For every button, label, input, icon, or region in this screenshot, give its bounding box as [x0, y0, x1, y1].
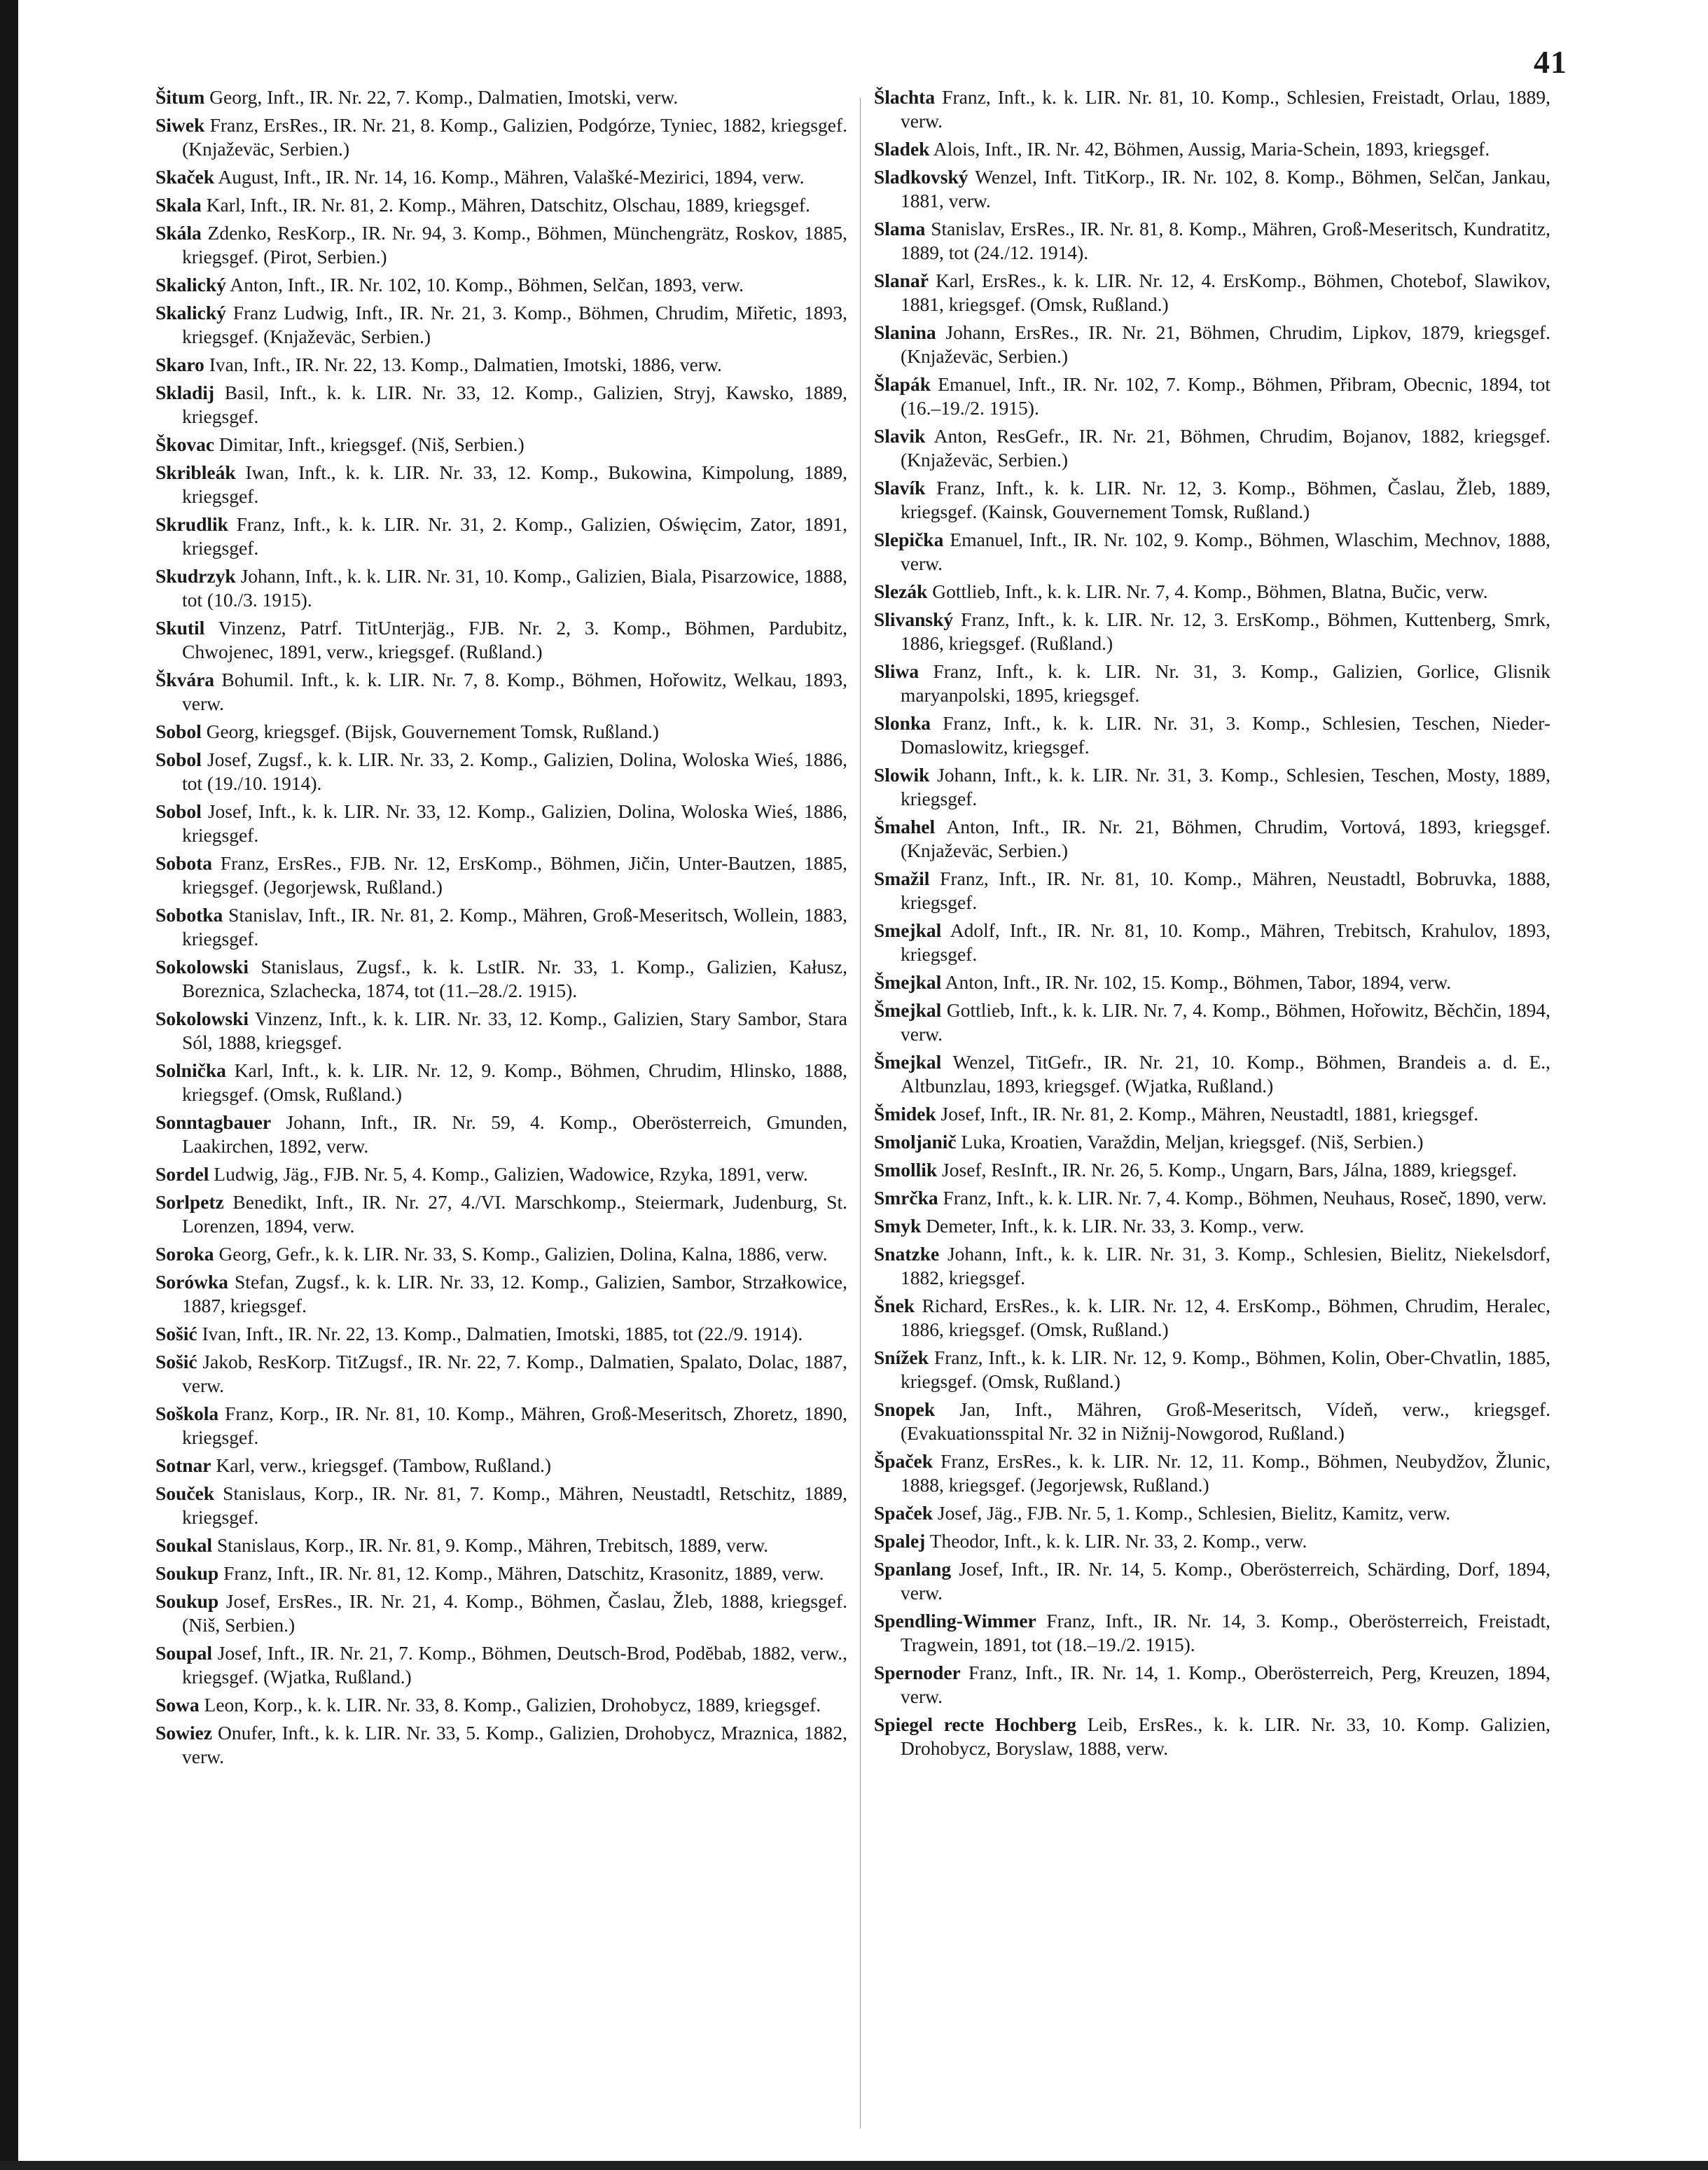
entry-surname: Solnička [155, 1059, 226, 1081]
entry-details: Franz, Inft., k. k. LIR. Nr. 81, 10. Komp., Schlesien, Freistadt, Orlau, 1889, verw. [901, 86, 1550, 132]
register-entry [155, 433, 847, 457]
entry-surname: Sobotka [155, 904, 223, 926]
right-column [874, 85, 1550, 2144]
entry-surname: Škvára [155, 669, 215, 690]
register-entry [155, 1533, 847, 1557]
entry-details: Georg, Gefr., k. k. LIR. Nr. 33, S. Komp., Galizien, Dolina, Kalna, 1886, verw. [218, 1243, 828, 1265]
entry-surname: Skalický [155, 302, 226, 324]
entry-surname: Sowa [155, 1694, 200, 1716]
entry-details: Stanislaus, Korp., IR. Nr. 81, 9. Komp., Mähren, Trebitsch, 1889, verw. [216, 1534, 769, 1556]
entry-details: Vinzenz, Patrf. TitUnterjäg., FJB. Nr. 2, 3. Komp., Böhmen, Pardubitz, Chwojenec, 1891, verw., kriegsgef. (Rußland.) [182, 617, 847, 662]
entry-surname: Sorlpetz [155, 1191, 224, 1213]
entry-surname: Šmahel [874, 816, 936, 837]
register-entry [874, 1609, 1550, 1657]
entry-surname: Sowiez [155, 1722, 212, 1744]
entry-surname: Šnek [874, 1295, 915, 1316]
entry-surname: Sladkovský [874, 166, 968, 188]
register-entry [155, 165, 847, 189]
register-entry [874, 1713, 1550, 1760]
register-entry [874, 1050, 1550, 1098]
register-entry [155, 800, 847, 847]
register-entry [874, 373, 1550, 420]
register-entry [874, 815, 1550, 863]
register-entry [155, 353, 847, 377]
register-entry [155, 1322, 847, 1346]
entry-details: Johann, Inft., k. k. LIR. Nr. 31, 3. Komp., Schlesien, Bielitz, Niekelsdorf, 1882, kriegsgef. [901, 1243, 1550, 1288]
register-entry [155, 1242, 847, 1266]
entry-surname: Sorówka [155, 1271, 228, 1293]
entry-details: Emanuel, Inft., IR. Nr. 102, 7. Komp., Böhmen, Přibram, Obecnic, 1894, tot (16.–19./2. 1915). [901, 373, 1550, 419]
register-entry [155, 748, 847, 795]
register-entry [874, 321, 1550, 368]
entry-surname: Slezák [874, 580, 928, 602]
entry-details: Josef, Inft., IR. Nr. 21, 7. Komp., Böhmen, Deutsch-Brod, Podĕbab, 1882, verw., kriegsgef. (Wjatka, Rußland.) [182, 1642, 847, 1688]
entry-surname: Soupal [155, 1642, 213, 1664]
register-entry [874, 580, 1550, 604]
register-entry [155, 273, 847, 297]
entry-details: Josef, Inft., IR. Nr. 81, 2. Komp., Mähren, Neustadtl, 1881, kriegsgef. [940, 1103, 1479, 1125]
register-entry [874, 1346, 1550, 1393]
entry-surname: Spiegel recte Hochberg [874, 1713, 1076, 1735]
register-entry [155, 461, 847, 508]
entry-details: Franz, Inft., k. k. LIR. Nr. 31, 2. Komp., Galizien, Oświęcim, Zator, 1891, kriegsgef. [182, 513, 847, 559]
entry-surname: Skaro [155, 354, 204, 375]
entry-details: Wenzel, TitGefr., IR. Nr. 21, 10. Komp., Böhmen, Brandeis a. d. E., Altbunzlau, 1893, kriegsgef. (Wjatka, Rußland.) [901, 1051, 1550, 1097]
entry-details: Alois, Inft., IR. Nr. 42, Böhmen, Aussig, Maria-Schein, 1893, kriegsgef. [933, 138, 1490, 160]
entry-surname: Slavik [874, 425, 926, 447]
register-entry [155, 113, 847, 161]
entry-surname: Skutil [155, 617, 205, 639]
entry-details: Josef, Jäg., FJB. Nr. 5, 1. Komp., Schlesien, Bielitz, Kamitz, verw. [937, 1502, 1451, 1524]
entry-details: Emanuel, Inft., IR. Nr. 102, 9. Komp., Böhmen, Wlaschim, Mechnov, 1888, verw. [901, 529, 1550, 574]
entry-surname: Soškola [155, 1403, 219, 1424]
entry-surname: Spalej [874, 1530, 926, 1552]
register-entry [874, 1294, 1550, 1342]
entry-surname: Smažil [874, 868, 930, 889]
entry-details: Josef, ResInft., IR. Nr. 26, 5. Komp., Ungarn, Bars, Jálna, 1889, kriegsgef. [942, 1159, 1518, 1181]
register-entry [155, 1454, 847, 1477]
entry-surname: Slanař [874, 270, 929, 291]
register-entry [155, 1482, 847, 1529]
column-divider [860, 98, 861, 2129]
entry-details: Vinzenz, Inft., k. k. LIR. Nr. 33, 12. Komp., Galizien, Stary Sambor, Stara Sól, 1888, kriegsgef. [182, 1008, 847, 1053]
register-entry [874, 1158, 1550, 1182]
register-entry [874, 763, 1550, 811]
register-entry [874, 1529, 1550, 1553]
entry-details: Richard, ErsRes., k. k. LIR. Nr. 12, 4. ErsKomp., Böhmen, Chrudim, Heralec, 1886, kriegsgef. (Omsk, Rußland.) [901, 1295, 1550, 1340]
entry-details: Franz, Inft., k. k. LIR. Nr. 12, 9. Komp., Böhmen, Kolin, Ober-Chvatlin, 1885, kriegsgef. (Omsk, Rußland.) [901, 1347, 1550, 1392]
entry-surname: Skrudlik [155, 513, 228, 535]
entry-details: Anton, Inft., IR. Nr. 102, 10. Komp., Böhmen, Selčan, 1893, verw. [230, 274, 744, 295]
entry-surname: Sordel [155, 1163, 209, 1185]
entry-details: Franz, Inft., k. k. LIR. Nr. 12, 3. Komp., Böhmen, Časlau, Žleb, 1889, kriegsgef. (Kainsk, Gouvernement Tomsk, Rußland.) [901, 477, 1550, 522]
entry-surname: Smejkal [874, 919, 942, 941]
register-entry [874, 1130, 1550, 1154]
entry-surname: Sonntagbauer [155, 1111, 272, 1133]
entry-details: Wenzel, Inft. TitKorp., IR. Nr. 102, 8. Komp., Böhmen, Selčan, Jankau, 1881, verw. [901, 166, 1550, 211]
register-entry [874, 660, 1550, 707]
register-entry [874, 1661, 1550, 1709]
entry-details: Stefan, Zugsf., k. k. LIR. Nr. 33, 12. Komp., Galizien, Sambor, Strzałkowice, 1887, kriegsgef. [182, 1271, 847, 1316]
register-entry [155, 1721, 847, 1769]
entry-details: Ivan, Inft., IR. Nr. 22, 13. Komp., Dalmatien, Imotski, 1885, tot (22./9. 1914). [202, 1323, 803, 1344]
entry-surname: Sošić [155, 1351, 197, 1372]
register-entry [874, 85, 1550, 133]
entry-details: Karl, verw., kriegsgef. (Tambow, Rußland.) [216, 1454, 551, 1476]
entry-details: Franz, Korp., IR. Nr. 81, 10. Komp., Mähren, Groß-Meseritsch, Zhoretz, 1890, kriegsgef. [182, 1403, 847, 1448]
register-entry [874, 1449, 1550, 1497]
register-entry [874, 1398, 1550, 1445]
scan-edge-bottom [0, 2161, 1708, 2170]
entry-surname: Spaček [874, 1502, 933, 1524]
register-entry [155, 301, 847, 349]
entry-surname: Šmejkal [874, 999, 942, 1021]
entry-surname: Soukup [155, 1590, 219, 1612]
entry-surname: Smyk [874, 1215, 922, 1237]
entry-details: Stanislav, Inft., IR. Nr. 81, 2. Komp., Mähren, Groß-Meseritsch, Wollein, 1883, kriegsgef. [182, 904, 847, 950]
register-entry [155, 381, 847, 429]
entry-surname: Slama [874, 218, 926, 239]
entry-surname: Sobol [155, 749, 202, 770]
entry-details: Iwan, Inft., k. k. LIR. Nr. 33, 12. Komp., Bukowina, Kimpolung, 1889, kriegsgef. [182, 461, 847, 507]
entry-surname: Spendling-Wimmer [874, 1610, 1036, 1632]
entry-surname: Slavík [874, 477, 926, 499]
entry-details: Leon, Korp., k. k. LIR. Nr. 33, 8. Komp., Galizien, Drohobycz, 1889, kriegsgef. [204, 1694, 821, 1716]
entry-details: Franz, Inft., k. k. LIR. Nr. 31, 3. Komp., Schlesien, Teschen, Nieder-Domaslowitz, kriegsgef. [901, 712, 1550, 758]
entry-details: Adolf, Inft., IR. Nr. 81, 10. Komp., Mähren, Trebitsch, Krahulov, 1893, kriegsgef. [901, 919, 1550, 965]
register-entry [155, 1693, 847, 1717]
entry-details: Basil, Inft., k. k. LIR. Nr. 33, 12. Komp., Galizien, Stryj, Kawsko, 1889, kriegsgef. [182, 382, 847, 427]
register-entry [155, 720, 847, 744]
register-entry [155, 1562, 847, 1585]
entry-details: Franz, Inft., k. k. LIR. Nr. 7, 4. Komp., Böhmen, Neuhaus, Roseč, 1890, verw. [943, 1187, 1547, 1209]
register-entry [155, 1059, 847, 1106]
entry-details: Stanislaus, Korp., IR. Nr. 81, 7. Komp., Mähren, Neustadtl, Retschitz, 1889, kriegsgef. [182, 1482, 847, 1528]
entry-details: Josef, Inft., IR. Nr. 14, 5. Komp., Oberösterreich, Schärding, Dorf, 1894, verw. [901, 1558, 1550, 1604]
entry-details: Ludwig, Jäg., FJB. Nr. 5, 4. Komp., Galizien, Wadowice, Rzyka, 1891, verw. [214, 1163, 808, 1185]
register-entry [155, 851, 847, 899]
register-entry [874, 1102, 1550, 1126]
register-entry [874, 1242, 1550, 1290]
register-entry [155, 1402, 847, 1449]
register-entry [155, 1162, 847, 1186]
register-entry [874, 269, 1550, 317]
entry-details: Benedikt, Inft., IR. Nr. 27, 4./VI. Marschkomp., Steiermark, Judenburg, St. Lorenzen, 1894, verw. [182, 1191, 847, 1237]
register-entry [874, 528, 1550, 576]
register-entry [874, 1186, 1550, 1210]
entry-details: Onufer, Inft., k. k. LIR. Nr. 33, 5. Komp., Galizien, Drohobycz, Mraznica, 1882, verw. [182, 1722, 847, 1767]
scan-edge-left [0, 0, 18, 2170]
entry-surname: Sokolowski [155, 956, 249, 978]
register-entry [155, 955, 847, 1003]
page-number: 41 [1534, 44, 1567, 80]
entry-details: Dimitar, Inft., kriegsgef. (Niš, Serbien.) [218, 433, 525, 455]
entry-surname: Sobol [155, 721, 202, 742]
entry-surname: Skudrzyk [155, 565, 236, 587]
entry-surname: Skladij [155, 382, 215, 403]
entry-surname: Špaček [874, 1450, 933, 1472]
entry-surname: Smollik [874, 1159, 938, 1181]
register-entry [155, 616, 847, 664]
entry-details: Franz, Inft., IR. Nr. 14, 1. Komp., Oberösterreich, Perg, Kreuzen, 1894, verw. [901, 1662, 1550, 1707]
entry-details: Josef, Inft., k. k. LIR. Nr. 33, 12. Komp., Galizien, Dolina, Woloska Wieś, 1886, kriegsgef. [182, 800, 847, 846]
entry-surname: Šmejkal [874, 1051, 942, 1073]
entry-details: Ivan, Inft., IR. Nr. 22, 13. Komp., Dalmatien, Imotski, 1886, verw. [209, 354, 722, 375]
entry-details: Anton, Inft., IR. Nr. 21, Böhmen, Chrudim, Vortová, 1893, kriegsgef. (Knjaževäc, Serbien.) [901, 816, 1550, 861]
entry-surname: Smoljanič [874, 1131, 957, 1153]
entry-details: Leib, ErsRes., k. k. LIR. Nr. 33, 10. Komp. Galizien, Drohobycz, Boryslaw, 1888, verw. [901, 1713, 1550, 1759]
entry-details: August, Inft., IR. Nr. 14, 16. Komp., Mähren, Valašké-Mezirici, 1894, verw. [218, 166, 805, 188]
register-entry [155, 1641, 847, 1689]
entry-surname: Snatzke [874, 1243, 940, 1265]
entry-details: Franz, Inft., k. k. LIR. Nr. 31, 3. Komp., Galizien, Gorlice, Glisnik maryanpolski, 1895, kriegsgef. [901, 660, 1550, 706]
entry-details: Demeter, Inft., k. k. LIR. Nr. 33, 3. Komp., verw. [926, 1215, 1305, 1237]
register-entry [874, 971, 1550, 994]
register-entry [874, 165, 1550, 213]
entry-surname: Soroka [155, 1243, 214, 1265]
entry-surname: Slivanský [874, 608, 954, 630]
register-entry [155, 1590, 847, 1637]
entry-details: Karl, Inft., IR. Nr. 81, 2. Komp., Mähren, Datschitz, Olschau, 1889, kriegsgef. [206, 194, 810, 216]
entry-surname: Siwek [155, 114, 205, 136]
register-entry [874, 424, 1550, 472]
register-entry [874, 919, 1550, 966]
entry-surname: Sotnar [155, 1454, 211, 1476]
entry-surname: Soukup [155, 1562, 219, 1584]
entry-surname: Spernoder [874, 1662, 961, 1683]
entry-details: Franz, ErsRes., k. k. LIR. Nr. 12, 11. Komp., Böhmen, Neubydžov, Žlunic, 1888, kriegsgef. (Jegorjewsk, Rußland.) [901, 1450, 1550, 1496]
entry-details: Josef, ErsRes., IR. Nr. 21, 4. Komp., Böhmen, Časlau, Žleb, 1888, kriegsgef. (Niš, Serbien.) [182, 1590, 847, 1636]
register-entry [155, 1007, 847, 1055]
register-entry [155, 564, 847, 612]
register-entry [155, 668, 847, 716]
register-entry [155, 193, 847, 217]
entry-details: Gottlieb, Inft., k. k. LIR. Nr. 7, 4. Komp., Böhmen, Hořowitz, Běchčin, 1894, verw. [901, 999, 1550, 1045]
entry-surname: Skala [155, 194, 202, 216]
entry-details: Karl, ErsRes., k. k. LIR. Nr. 12, 4. ErsKomp., Böhmen, Chotebof, Slawikov, 1881, kriegsgef. (Omsk, Rußland.) [901, 270, 1550, 315]
register-entry [874, 1501, 1550, 1525]
entry-surname: Sliwa [874, 660, 919, 682]
entry-surname: Sokolowski [155, 1008, 249, 1029]
entry-surname: Sladek [874, 138, 930, 160]
entry-details: Anton, ResGefr., IR. Nr. 21, Böhmen, Chrudim, Bojanov, 1882, kriegsgef. (Knjaževäc, Serbien.) [901, 425, 1550, 471]
entry-details: Johann, ErsRes., IR. Nr. 21, Böhmen, Chrudim, Lipkov, 1879, kriegsgef. (Knjaževäc, Serbien.) [901, 321, 1550, 367]
entry-details: Josef, Zugsf., k. k. LIR. Nr. 33, 2. Komp., Galizien, Dolina, Woloska Wieś, 1886, tot (19./10. 1914). [182, 749, 847, 794]
entry-details: Stanislaus, Zugsf., k. k. LstIR. Nr. 33, 1. Komp., Galizien, Kałusz, Boreznica, Szlachecka, 1874, tot (11.–28./2. 1915). [182, 956, 847, 1001]
entry-details: Jan, Inft., Mähren, Groß-Meseritsch, Vídeň, verw., kriegsgef. (Evakuationsspital Nr. 32 in Nižnij-Nowgorod, Rußland.) [901, 1398, 1550, 1444]
register-entry [874, 999, 1550, 1046]
entry-surname: Sobota [155, 852, 212, 874]
register-entry [155, 221, 847, 269]
entry-details: Georg, kriegsgef. (Bijsk, Gouvernement Tomsk, Rußland.) [206, 721, 659, 742]
register-entry [874, 137, 1550, 161]
entry-details: Zdenko, ResKorp., IR. Nr. 94, 3. Komp., Böhmen, Münchengrätz, Roskov, 1885, kriegsgef. (Pirot, Serbien.) [182, 222, 847, 267]
entry-surname: Slowik [874, 764, 930, 786]
entry-surname: Slonka [874, 712, 931, 734]
entry-details: Franz Ludwig, Inft., IR. Nr. 21, 3. Komp., Böhmen, Chrudim, Miřetic, 1893, kriegsgef. (Knjaževäc, Serbien.) [182, 302, 847, 347]
entry-surname: Šmidek [874, 1103, 936, 1125]
entry-details: Franz, ErsRes., FJB. Nr. 12, ErsKomp., Böhmen, Jičin, Unter-Bautzen, 1885, kriegsgef. (Jegorjewsk, Rußland.) [182, 852, 847, 898]
entry-details: Johann, Inft., k. k. LIR. Nr. 31, 10. Komp., Galizien, Biala, Pisarzowice, 1888, tot (10./3. 1915). [182, 565, 847, 611]
entry-details: Gottlieb, Inft., k. k. LIR. Nr. 7, 4. Komp., Böhmen, Blatna, Bučic, verw. [932, 580, 1488, 602]
entry-surname: Sošić [155, 1323, 197, 1344]
entry-surname: Šmejkal [874, 971, 942, 993]
entry-details: Stanislav, ErsRes., IR. Nr. 81, 8. Komp., Mähren, Groß-Meseritsch, Kundratitz, 1889, tot (24./12. 1914). [901, 218, 1550, 263]
entry-details: Franz, ErsRes., IR. Nr. 21, 8. Komp., Galizien, Podgórze, Tyniec, 1882, kriegsgef. (Knjaževäc, Serbien.) [182, 114, 847, 160]
entry-surname: Skalický [155, 274, 226, 295]
entry-details: Johann, Inft., IR. Nr. 59, 4. Komp., Oberösterreich, Gmunden, Laakirchen, 1892, verw. [182, 1111, 847, 1157]
entry-surname: Skála [155, 222, 202, 244]
entry-surname: Souček [155, 1482, 215, 1504]
entry-surname: Slepička [874, 529, 944, 550]
entry-details: Bohumil. Inft., k. k. LIR. Nr. 7, 8. Komp., Böhmen, Hořowitz, Welkau, 1893, verw. [182, 669, 847, 714]
entry-surname: Soukal [155, 1534, 213, 1556]
left-column [155, 85, 847, 2144]
entry-details: Jakob, ResKorp. TitZugsf., IR. Nr. 22, 7. Komp., Dalmatien, Spalato, Dolac, 1887, verw. [182, 1351, 847, 1396]
entry-details: Franz, Inft., k. k. LIR. Nr. 12, 3. ErsKomp., Böhmen, Kuttenberg, Smrk, 1886, kriegsgef. (Rußland.) [901, 608, 1550, 654]
register-entry [155, 1190, 847, 1238]
register-entry [874, 476, 1550, 524]
entry-surname: Spanlang [874, 1558, 952, 1580]
entry-surname: Smrčka [874, 1187, 938, 1209]
entry-surname: Snopek [874, 1398, 936, 1420]
entry-surname: Sobol [155, 800, 202, 822]
register-entry [155, 1270, 847, 1318]
register-entry [874, 217, 1550, 265]
entry-details: Franz, Inft., IR. Nr. 81, 12. Komp., Mähren, Datschitz, Krasonitz, 1889, verw. [223, 1562, 824, 1584]
entry-surname: Snížek [874, 1347, 929, 1368]
entry-surname: Šlachta [874, 86, 936, 108]
register-entry [155, 903, 847, 951]
entry-surname: Skaček [155, 166, 215, 188]
entry-details: Johann, Inft., k. k. LIR. Nr. 31, 3. Komp., Schlesien, Teschen, Mosty, 1889, kriegsgef. [901, 764, 1550, 809]
entry-details: Theodor, Inft., k. k. LIR. Nr. 33, 2. Komp., verw. [929, 1530, 1307, 1552]
register-entry [155, 1111, 847, 1158]
entry-surname: Šlapák [874, 373, 931, 395]
register-entry [155, 1350, 847, 1398]
entry-details: Luka, Kroatien, Varaždin, Meljan, kriegsgef. (Niš, Serbien.) [961, 1131, 1424, 1153]
entry-details: Karl, Inft., k. k. LIR. Nr. 12, 9. Komp., Böhmen, Chrudim, Hlinsko, 1888, kriegsgef. (Omsk, Rußland.) [182, 1059, 847, 1105]
entry-surname: Šitum [155, 86, 205, 108]
register-entry [874, 867, 1550, 914]
entry-details: Franz, Inft., IR. Nr. 14, 3. Komp., Oberösterreich, Freistadt, Tragwein, 1891, tot (18.–19./2. 1915). [901, 1610, 1550, 1655]
register-entry [155, 85, 847, 109]
entry-surname: Škovac [155, 433, 215, 455]
register-entry [874, 608, 1550, 655]
entry-surname: Skribleák [155, 461, 236, 483]
register-entry [155, 513, 847, 560]
register-entry [874, 1214, 1550, 1238]
entry-details: Georg, Inft., IR. Nr. 22, 7. Komp., Dalmatien, Imotski, verw. [209, 86, 679, 108]
register-entry [874, 1557, 1550, 1605]
entry-details: Anton, Inft., IR. Nr. 102, 15. Komp., Böhmen, Tabor, 1894, verw. [945, 971, 1452, 993]
entry-details: Franz, Inft., IR. Nr. 81, 10. Komp., Mähren, Neustadtl, Bobruvka, 1888, kriegsgef. [901, 868, 1550, 913]
entry-surname: Slanina [874, 321, 936, 343]
register-entry [874, 711, 1550, 759]
